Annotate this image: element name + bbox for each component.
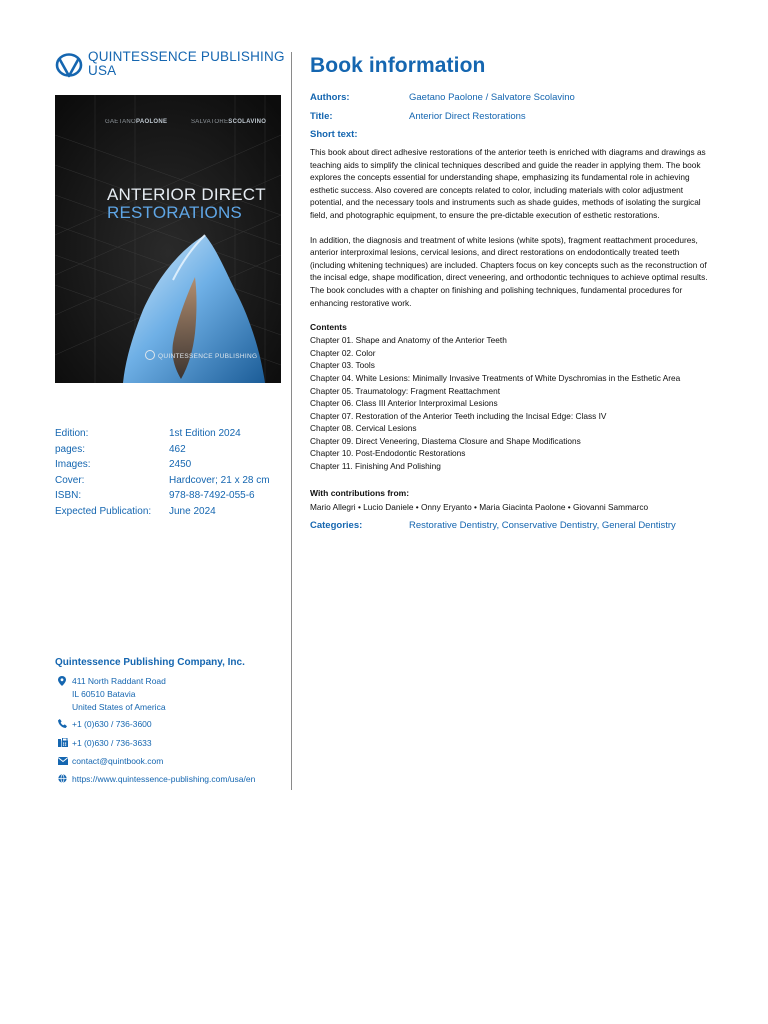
categories-label: Categories: [310, 520, 363, 532]
meta-value: June 2024 [169, 505, 216, 517]
contact-phone [58, 718, 255, 732]
website-link[interactable]: https://www.quintessence-publishing.com/usa/en [72, 774, 256, 785]
cover-author-1: GAETANOPAOLONE [105, 119, 168, 125]
logo-line-2: USA [88, 63, 117, 78]
column-divider [291, 52, 292, 790]
cover-artwork [55, 95, 281, 383]
meta-value: 1st Edition 2024 [169, 428, 241, 439]
phone-icon [58, 718, 72, 732]
phone-number[interactable]: +1 (0)630 / 736-3600 [72, 719, 152, 730]
meta-label: Images: [55, 459, 91, 471]
fax-icon [58, 737, 72, 751]
address-line-3: United States of America [72, 702, 166, 712]
chapter-item: Chapter 09. Direct Veneering, Diastema Closure and Shape Modifications [310, 435, 581, 446]
authors-row [310, 91, 710, 104]
publisher-logo [55, 50, 290, 80]
meta-row-cover [55, 473, 270, 489]
meta-label: Cover: [55, 474, 85, 486]
map-pin-icon [58, 675, 72, 714]
cover-title-line-2: RESTORATIONS [107, 203, 242, 222]
cover-publisher-mark: QUINTESSENCE PUBLISHING [145, 350, 257, 360]
globe-icon [58, 773, 72, 787]
title-row [310, 110, 710, 123]
meta-label: Expected Publication: [55, 505, 152, 517]
page-title: Book information [310, 54, 486, 77]
logo-line-1: QUINTESSENCE PUBLISHING [88, 49, 285, 64]
chapter-item: Chapter 02. Color [310, 347, 376, 358]
meta-value: 978-88-7492-055-6 [169, 490, 255, 502]
email-link[interactable]: contact@quintbook.com [72, 755, 164, 766]
meta-row-edition [55, 426, 270, 442]
description-paragraph-1: This book about direct adhesive restorations of the anterior teeth is enriched with diagrams and drawings as teaching aids to simplify the clinical techniques described and guide the reader in applying them. The book explores the concepts essential for understanding shape, emphasizing its fundamental role in achieving esthetic success. Also covered are concepts related to color, including materials with color adjustment potential, and the necessary tools and instruments such as shade guides, methods of isolating the surgical field, and photographic equipment, to ensure the pre-dictable execution of esthetic restorations. [310, 147, 706, 220]
fax-number: +1 (0)630 / 736-3633 [72, 737, 152, 748]
book-meta-list [55, 426, 270, 520]
cover-author-2: SALVATORESCOLAVINO [191, 119, 267, 125]
chapter-item: Chapter 06. Class III Anterior Interproximal Lesions [310, 398, 498, 409]
chapter-item: Chapter 10. Post-Endodontic Restorations [310, 448, 466, 459]
book-cover-image [55, 95, 281, 383]
contact-list [58, 675, 255, 791]
meta-label: pages: [55, 443, 86, 455]
meta-label: Edition: [55, 428, 89, 439]
contents-heading: Contents [310, 322, 347, 333]
contributions-heading: With contributions from: [310, 487, 410, 498]
envelope-icon [58, 755, 72, 769]
title-value: Anterior Direct Restorations [409, 111, 526, 122]
short-text-label: Short text: [310, 129, 358, 140]
authors-value: Gaetano Paolone / Salvatore Scolavino [409, 92, 575, 103]
chapter-item: Chapter 01. Shape and Anatomy of the Anterior Teeth [310, 335, 507, 346]
meta-value: 2450 [169, 459, 192, 471]
contributors-list: Mario Allegri • Lucio Daniele • Onny Eryanto • Maria Giacinta Paolone • Giovanni Sammarco [310, 501, 649, 512]
address-line-2: IL 60510 Batavia [72, 689, 136, 699]
categories-value[interactable]: Restorative Dentistry, Conservative Dentistry, General Dentistry [409, 520, 676, 532]
meta-value: Hardcover; 21 x 28 cm [169, 474, 270, 486]
meta-value: 462 [169, 443, 186, 455]
contact-address [58, 675, 255, 714]
chapter-item: Chapter 11. Finishing And Polishing [310, 461, 441, 472]
meta-row-pages [55, 442, 270, 458]
meta-row-isbn [55, 488, 270, 504]
contact-website [58, 773, 255, 787]
chapter-list [310, 334, 710, 473]
chapter-item: Chapter 03. Tools [310, 360, 375, 371]
contact-fax [58, 737, 255, 751]
chapter-item: Chapter 05. Traumatology: Fragment Reattachment [310, 385, 501, 396]
authors-label: Authors: [310, 92, 350, 103]
description-paragraph-2: In addition, the diagnosis and treatment of white lesions (white spots), fragment reattachment procedures, anterior interproximal lesions, cervical lesions, and direct restorations on endodontically treated teeth (including whitening techniques) are included. Chapters focus on key concepts such as the reconstruction of the incisal edge, shape modification, direct veneering, and orthodontic techniques to achieve optimal results. The book concludes with a chapter on finishing and polishing techniques, fundamental procedures for enhancing restorative work. [310, 234, 708, 308]
company-name: Quintessence Publishing Company, Inc. [55, 657, 245, 668]
contact-email [58, 755, 255, 769]
chapter-item: Chapter 07. Restoration of the Anterior Teeth including the Incisal Edge: Class IV [310, 410, 607, 421]
address-line-1: 411 North Raddant Road [72, 676, 166, 686]
chapter-item: Chapter 08. Cervical Lesions [310, 423, 417, 434]
categories-row [310, 519, 710, 532]
meta-row-publication [55, 504, 270, 520]
quintessence-logo-icon [55, 52, 83, 78]
meta-label: ISBN: [55, 490, 82, 502]
cover-logo-icon [145, 350, 155, 360]
title-label: Title: [310, 111, 333, 122]
meta-row-images [55, 457, 270, 473]
cover-title-line-1: ANTERIOR DIRECT [107, 185, 266, 204]
chapter-item: Chapter 04. White Lesions: Minimally Invasive Treatments of White Dyschromias in the Esthetic Area [310, 372, 681, 383]
logo-text [88, 50, 285, 78]
book-information-panel [310, 54, 710, 538]
